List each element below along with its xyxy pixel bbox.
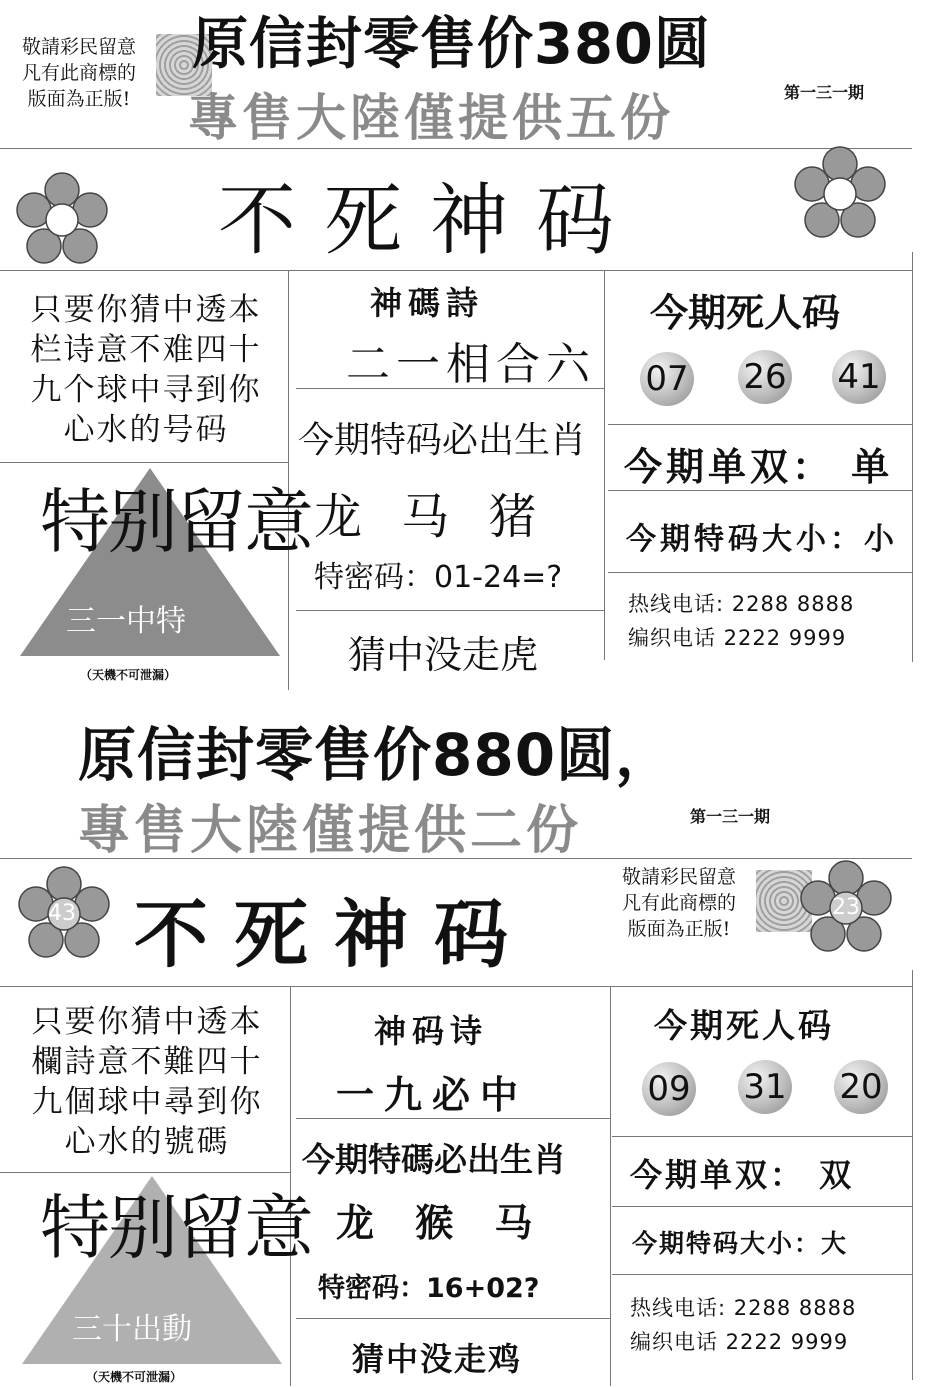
bottom-secret-code: 特密码：16+02?	[318, 1273, 540, 1304]
bottom-price-title: 原信封零售价880圆，	[78, 721, 675, 789]
top-poem-intro-line-3: 九个球中寻到你	[30, 372, 262, 408]
top-dead-number-2: 26	[738, 350, 792, 404]
bottom-poem-intro-line-3: 九個球中尋到你	[31, 1084, 263, 1120]
bottom-guess: 猜中没走鸡	[352, 1340, 523, 1378]
bottom-grid-line	[612, 1274, 912, 1275]
bottom-grid-line	[912, 970, 913, 1380]
bottom-big-small: 今期特码大小：大	[632, 1229, 849, 1258]
top-notice	[4, 34, 154, 112]
top-weave-line: 编织电话 2222 9999	[628, 626, 847, 650]
top-secret-code: 特密码：01-24=?	[314, 560, 563, 595]
top-poem-line: 二一相合六	[346, 339, 596, 390]
bottom-divider	[0, 858, 912, 859]
bottom-poem-heading: 神码诗	[374, 1012, 489, 1050]
bottom-notice	[604, 864, 754, 942]
top-poem-intro	[4, 290, 288, 450]
top-notice-line-2: 凡有此商標的	[21, 62, 136, 84]
bottom-main-title: 不死神码	[134, 892, 534, 978]
top-right-flower-icon	[790, 144, 890, 244]
bottom-grid-line	[610, 986, 611, 1386]
top-grid-line	[912, 252, 913, 662]
bottom-grid-line	[296, 1318, 610, 1319]
bottom-poem-intro-line-1: 只要你猜中透本	[31, 1004, 263, 1040]
top-issue-number: 第一三一期	[784, 83, 865, 102]
top-poem-heading: 神碼詩	[370, 284, 485, 322]
bottom-dead-number-2: 31	[738, 1060, 792, 1114]
top-poem-intro-line-1: 只要你猜中透本	[30, 292, 262, 328]
bottom-sub-title: 專售大陸僅提供二份	[78, 800, 583, 861]
top-poem-intro-line-4: 心水的号码	[63, 412, 229, 448]
top-triangle-text: 三一中特	[66, 604, 186, 639]
top-notice-line-1: 敬請彩民留意	[21, 36, 136, 58]
top-grid-line	[0, 270, 912, 271]
bottom-flower-right-number: 23	[832, 895, 860, 920]
bottom-dead-number-3: 20	[834, 1060, 888, 1114]
bottom-notice-line-1: 敬請彩民留意	[621, 866, 736, 888]
top-notice-line-3: 版面為正版!	[27, 88, 131, 110]
bottom-poem-intro	[4, 1002, 290, 1162]
bottom-grid-line	[612, 1206, 912, 1207]
top-big-small: 今期特码大小：小	[626, 522, 898, 557]
bottom-poem-intro-line-2: 欄詩意不難四十	[31, 1044, 263, 1080]
bottom-grid-line	[0, 986, 912, 987]
top-grid-line	[608, 572, 912, 573]
bottom-dead-heading: 今期死人码	[654, 1006, 834, 1045]
bottom-notice-line-3: 版面為正版!	[627, 918, 731, 940]
bottom-zodiacs: 龙 猴 马	[336, 1201, 547, 1245]
bottom-poem-intro-line-4: 心水的號碼	[64, 1124, 230, 1160]
top-sub-title: 專售大陸僅提供五份	[188, 88, 674, 147]
bottom-dead-number-1: 09	[642, 1062, 696, 1116]
top-hotline: 热线电话: 2288 8888	[628, 592, 855, 616]
top-odd-even: 今期单双： 单	[624, 445, 894, 489]
bottom-hotline: 热线电话: 2288 8888	[630, 1296, 857, 1320]
bottom-special-title: 特别留意	[40, 1187, 312, 1269]
top-zodiac-heading: 今期特码必出生肖	[298, 420, 587, 461]
top-special-title: 特别留意	[40, 481, 312, 563]
bottom-triangle-text: 三十出動	[72, 1312, 192, 1347]
top-price-title: 原信封零售价380圆	[192, 12, 711, 77]
top-grid-line	[604, 270, 605, 660]
top-left-flower-icon	[12, 170, 112, 270]
bottom-secret-note: （天機不可泄漏）	[86, 1370, 183, 1384]
top-grid-line	[296, 610, 604, 611]
bottom-flower-left-number: 43	[48, 901, 76, 926]
bottom-odd-even: 今期单双： 双	[630, 1156, 855, 1194]
top-grid-line	[608, 424, 912, 425]
top-divider	[0, 148, 912, 149]
bottom-zodiac-heading: 今期特碼必出生肖	[302, 1140, 566, 1179]
bottom-grid-line	[612, 1136, 912, 1137]
top-poem-intro-line-2: 栏诗意不难四十	[30, 332, 262, 368]
top-dead-number-3: 41	[832, 350, 886, 404]
top-dead-number-1: 07	[640, 352, 694, 406]
bottom-issue-number: 第一三一期	[690, 807, 771, 826]
top-secret-note: （天機不可泄漏）	[80, 668, 177, 682]
bottom-poem-line: 一九必中	[336, 1073, 529, 1117]
top-dead-heading: 今期死人码	[650, 291, 841, 335]
top-main-title: 不死神码	[218, 176, 643, 266]
top-grid-line	[0, 462, 288, 463]
bottom-weave-line: 编织电话 2222 9999	[630, 1330, 849, 1354]
bottom-notice-line-2: 凡有此商標的	[621, 892, 736, 914]
top-zodiacs: 龙 马 猪	[314, 489, 549, 545]
top-guess: 猜中没走虎	[348, 633, 539, 677]
